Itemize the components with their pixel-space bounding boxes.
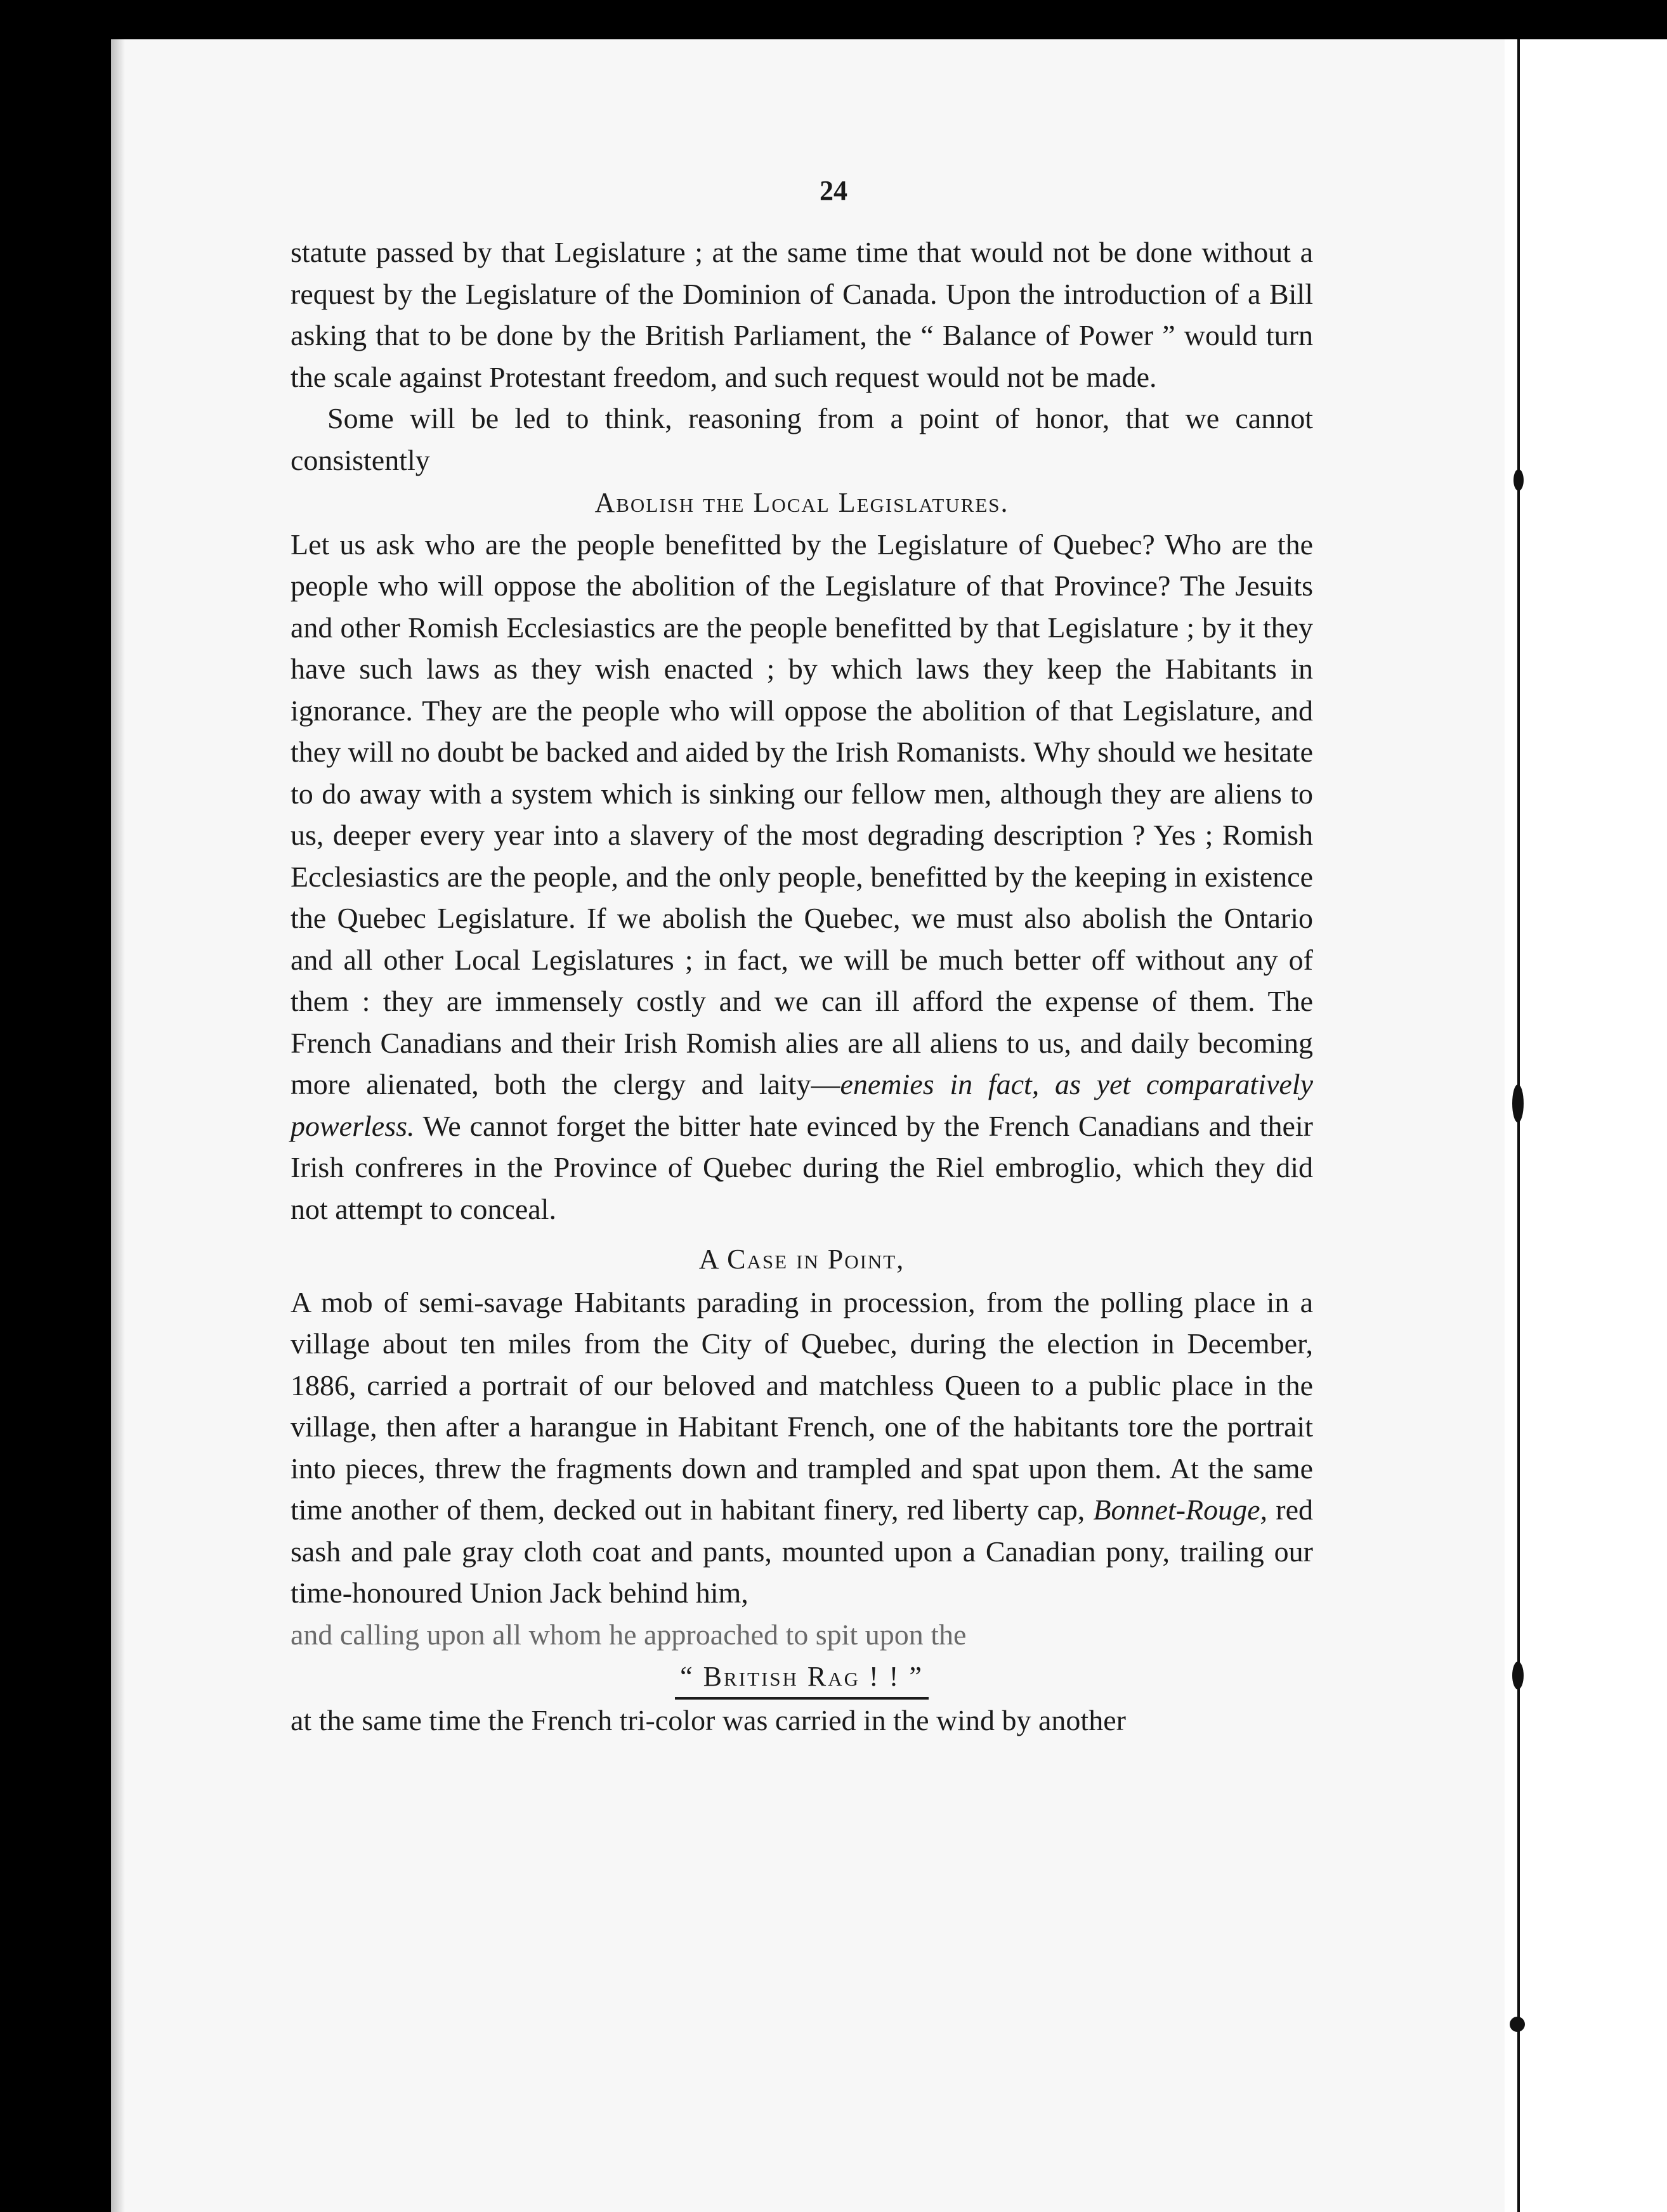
paragraph-4-text: A mob of semi-savage Habitants parading in procession, from the polling place in a village about ten miles from the City of Quebec, during the election in December, 1886, carried a portrait of our beloved and matchless Queen to a public place in the village, then after a harangue in Habitant French, one of the habitants tore the portrait into pieces, threw the fragments down and trampled and spat upon them. At the same time another of them, decked out in habitant finery, red liberty cap, xyxy=(291,1285,1313,1526)
paragraph-3-italic: enemies in fact, as yet comparatively powerless. xyxy=(291,1068,1314,1142)
paragraph-4-last-line: and calling upon all whom he approached to spit upon the xyxy=(291,1618,967,1651)
binding-line xyxy=(1517,39,1520,2212)
heading-british-rag-wrap xyxy=(291,1655,1313,1700)
paragraph-2: Some will be led to think, reasoning from a point of honor, that we cannot consistently xyxy=(291,402,1313,476)
page-number: 24 xyxy=(820,175,847,206)
page-body xyxy=(291,231,1313,1741)
heading-british-rag: “ British Rag ! ! ” xyxy=(675,1659,929,1700)
heading-case-in-point: A Case in Point, xyxy=(698,1244,905,1275)
paragraph-3 xyxy=(291,524,1313,1230)
page-edge-shadow xyxy=(111,39,125,2212)
scan-gutter xyxy=(1505,39,1667,2212)
paragraph-3-text-end: We cannot forget the bitter hate evinced by the French Canadians and their Irish confreres in the Province of Quebec during the Riel embroglio, which they did not attempt to conceal. xyxy=(291,1109,1313,1225)
paragraph-3-text: Let us ask who are the people benefitted by the Legislature of Quebec? Who are the people who will oppose the abolition of the Legislature of that Province? The Jesuits and other Romish Ecclesiastics are the people benefitted by that Legislature ; by it they have such laws as they wish enacted ; by which laws they keep the Habitants in ignorance. They are the people who will oppose the abolition of that Legislature, and they will no doubt be backed and aided by the Irish Romanists. Why should we hesitate to do away with a system which is sinking our fellow men, although they are aliens to us, deeper every year into a slavery of the most degrading description ? Yes ; Romish Ecclesiastics are the people, and the only people, benefitted by the keeping in existence the Quebec Legislature. If we abolish the Quebec, we must also abolish the Ontario and all other Local Legislatures ; in fact, we will be much better off without any of them : they are immensely costly and we can ill afford the expense of them. The French Canadians and their Irish Romish alies are all aliens to us, and daily becoming more alienated, both the clergy and laity— xyxy=(291,528,1313,1100)
paragraph-4-text-end: red sash and pale gray cloth coat and pants, mounted upon a Canadian pony, trailing our time-honoured Union Jack behind him, xyxy=(291,1493,1313,1609)
paragraph-4 xyxy=(291,1282,1313,1614)
paragraph-5: at the same time the French tri-color was carried in the wind by another xyxy=(291,1704,1126,1736)
binding-mark xyxy=(1513,469,1524,491)
paragraph-4-italic: Bonnet-Rouge, xyxy=(1093,1493,1268,1526)
paragraph-1: statute passed by that Legislature ; at the same time that would not be done without a request by the Legislature of the Dominion of Canada. Upon the introduction of a Bill asking that to be done by the British Parliament, the “ Balance of Power ” would turn the scale against Protestant freedom, and such request would not be made. xyxy=(291,236,1313,393)
heading-abolish: Abolish the Local Legislatures. xyxy=(594,487,1009,518)
binding-mark xyxy=(1510,2017,1525,2032)
binding-mark xyxy=(1512,1084,1524,1122)
binding-mark xyxy=(1512,1662,1524,1689)
